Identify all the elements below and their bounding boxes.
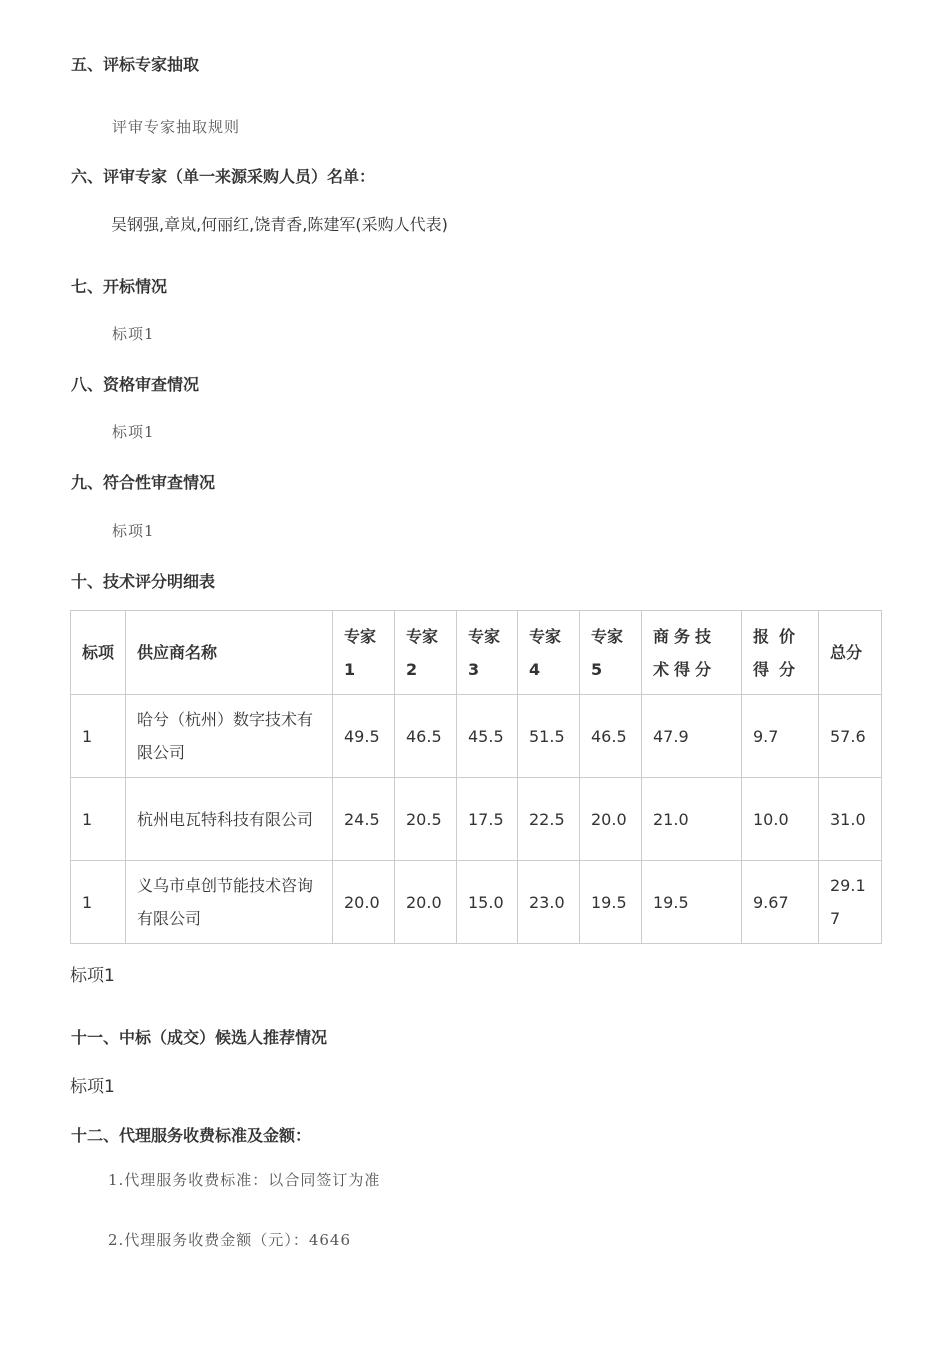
expert-name-list: 吴钢强,章岚,何丽红,饶青香,陈建军(采购人代表)	[111, 215, 448, 234]
cell-expert-4: 51.5	[518, 695, 580, 778]
cell-total: 29.17	[819, 861, 882, 944]
header-business-tech-score: 商务技术得分	[642, 611, 742, 695]
cell-price-score: 9.67	[742, 861, 819, 944]
cell-business-tech-score: 47.9	[642, 695, 742, 778]
table-header-row	[71, 611, 882, 695]
cell-supplier: 哈兮（杭州）数字技术有限公司	[126, 695, 333, 778]
cell-expert-1: 49.5	[333, 695, 395, 778]
cell-total: 31.0	[819, 778, 882, 861]
cell-business-tech-score: 19.5	[642, 861, 742, 944]
section-10-heading: 十、技术评分明细表	[71, 572, 216, 591]
header-expert-5: 专家5	[580, 611, 642, 695]
expert-selection-rule: 评审专家抽取规则	[112, 118, 241, 136]
cell-expert-5: 46.5	[580, 695, 642, 778]
cell-price-score: 9.7	[742, 695, 819, 778]
section-5-heading: 五、评标专家抽取	[71, 55, 200, 74]
section-11-heading: 十一、中标（成交）候选人推荐情况	[71, 1028, 328, 1047]
section-6-heading: 六、评审专家（单一来源采购人员）名单：	[71, 167, 376, 186]
cell-expert-5: 19.5	[580, 861, 642, 944]
header-total: 总分	[819, 611, 882, 695]
candidate-lot: 标项1	[70, 1077, 115, 1097]
header-price-score: 报价得分	[742, 611, 819, 695]
cell-supplier: 义乌市卓创节能技术咨询有限公司	[126, 861, 333, 944]
table-row	[71, 861, 882, 944]
section-9-heading: 九、符合性审查情况	[71, 473, 216, 492]
cell-expert-1: 24.5	[333, 778, 395, 861]
header-lot: 标项	[71, 611, 126, 695]
cell-expert-3: 15.0	[457, 861, 518, 944]
cell-price-score: 10.0	[742, 778, 819, 861]
cell-expert-4: 22.5	[518, 778, 580, 861]
cell-expert-1: 20.0	[333, 861, 395, 944]
section-7-heading: 七、开标情况	[71, 277, 168, 296]
bid-opening-lot: 标项1	[112, 325, 155, 343]
header-supplier: 供应商名称	[126, 611, 333, 695]
header-expert-3: 专家3	[457, 611, 518, 695]
compliance-lot: 标项1	[112, 522, 155, 540]
table-row	[71, 778, 882, 861]
technical-score-table	[70, 610, 882, 944]
cell-expert-2: 46.5	[395, 695, 457, 778]
table-row	[71, 695, 882, 778]
cell-expert-5: 20.0	[580, 778, 642, 861]
cell-expert-4: 23.0	[518, 861, 580, 944]
cell-business-tech-score: 21.0	[642, 778, 742, 861]
header-expert-1: 专家1	[333, 611, 395, 695]
header-expert-2: 专家2	[395, 611, 457, 695]
cell-expert-3: 45.5	[457, 695, 518, 778]
cell-expert-2: 20.0	[395, 861, 457, 944]
fee-amount: 2.代理服务收费金额（元）：4646	[108, 1231, 351, 1249]
cell-lot: 1	[71, 695, 126, 778]
cell-supplier: 杭州电瓦特科技有限公司	[126, 778, 333, 861]
cell-expert-3: 17.5	[457, 778, 518, 861]
cell-lot: 1	[71, 861, 126, 944]
fee-standard: 1.代理服务收费标准：以合同签订为准	[108, 1171, 381, 1189]
cell-total: 57.6	[819, 695, 882, 778]
cell-expert-2: 20.5	[395, 778, 457, 861]
section-8-heading: 八、资格审查情况	[71, 375, 200, 394]
cell-lot: 1	[71, 778, 126, 861]
qualification-lot: 标项1	[112, 423, 155, 441]
section-12-heading: 十二、代理服务收费标准及金额：	[71, 1126, 312, 1145]
header-expert-4: 专家4	[518, 611, 580, 695]
after-table-lot: 标项1	[70, 966, 115, 986]
